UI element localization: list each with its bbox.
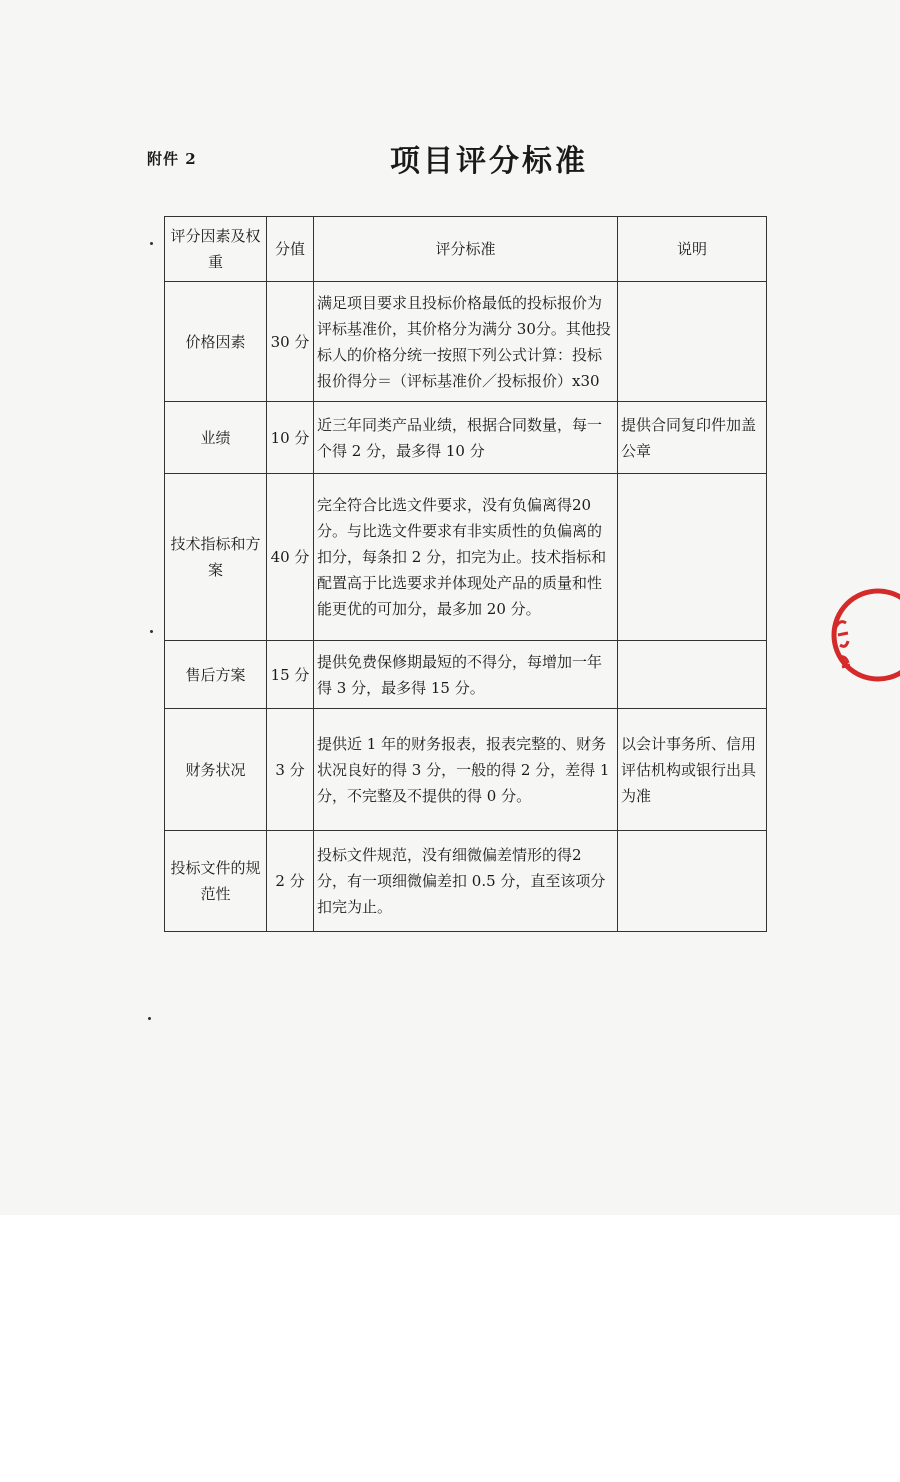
- row-factor: 售后方案: [165, 641, 267, 709]
- row-score: 2 分: [267, 831, 314, 932]
- row-factor: 技术指标和方案: [165, 474, 267, 641]
- row-score: 3 分: [267, 709, 314, 831]
- scan-speck: [150, 630, 153, 633]
- header-standard: 评分标准: [314, 217, 618, 282]
- header-note: 说明: [618, 217, 767, 282]
- row-note: [618, 831, 767, 932]
- row-factor: 价格因素: [165, 282, 267, 402]
- table-row: [165, 474, 767, 641]
- row-score: 40 分: [267, 474, 314, 641]
- table-row: [165, 402, 767, 474]
- seal-glyph: [836, 622, 848, 647]
- scan-speck: [148, 1017, 151, 1020]
- row-score: 30 分: [267, 282, 314, 402]
- table-row: [165, 709, 767, 831]
- row-factor: 业绩: [165, 402, 267, 474]
- red-seal-stamp: [818, 575, 900, 695]
- row-note: [618, 474, 767, 641]
- row-standard: 提供近 1 年的财务报表，报表完整的、财务状况良好的得 3 分，一般的得 2 分，差得 1 分，不完整及不提供的得 0 分。: [314, 709, 618, 831]
- row-standard: 满足项目要求且投标价格最低的投标报价为评标基准价，其价格分为满分 30分。其他投标人的价格分统一按照下列公式计算：投标报价得分＝（评标基准价／投标报价）x30: [314, 282, 618, 402]
- row-score: 10 分: [267, 402, 314, 474]
- row-note: [618, 282, 767, 402]
- row-standard: 完全符合比选文件要求，没有负偏离得20 分。与比选文件要求有非实质性的负偏离的扣分，每条扣 2 分，扣完为止。技术指标和配置高于比选要求并体现处产品的质量和性能更优的可加分，最多加 20 分。: [314, 474, 618, 641]
- annex-label: 附件 2: [147, 150, 197, 168]
- row-factor: 投标文件的规范性: [165, 831, 267, 932]
- row-note: [618, 641, 767, 709]
- scan-speck: [150, 242, 153, 245]
- table-row: [165, 641, 767, 709]
- table-row: [165, 282, 767, 402]
- header-score: 分值: [267, 217, 314, 282]
- table-header-row: [165, 217, 767, 282]
- table-row: [165, 831, 767, 932]
- row-note: 以会计事务所、信用评估机构或银行出具为准: [618, 709, 767, 831]
- row-note: 提供合同复印件加盖公章: [618, 402, 767, 474]
- row-standard: 提供免费保修期最短的不得分，每增加一年得 3 分，最多得 15 分。: [314, 641, 618, 709]
- row-standard: 近三年同类产品业绩，根据合同数量，每一个得 2 分，最多得 10 分: [314, 402, 618, 474]
- row-score: 15 分: [267, 641, 314, 709]
- row-factor: 财务状况: [165, 709, 267, 831]
- row-standard: 投标文件规范，没有细微偏差情形的得2 分，有一项细微偏差扣 0.5 分，直至该项分扣完为止。: [314, 831, 618, 932]
- scoring-table: [164, 216, 767, 932]
- document-title: 项目评分标准: [390, 144, 588, 179]
- header-factor: 评分因素及权重: [165, 217, 267, 282]
